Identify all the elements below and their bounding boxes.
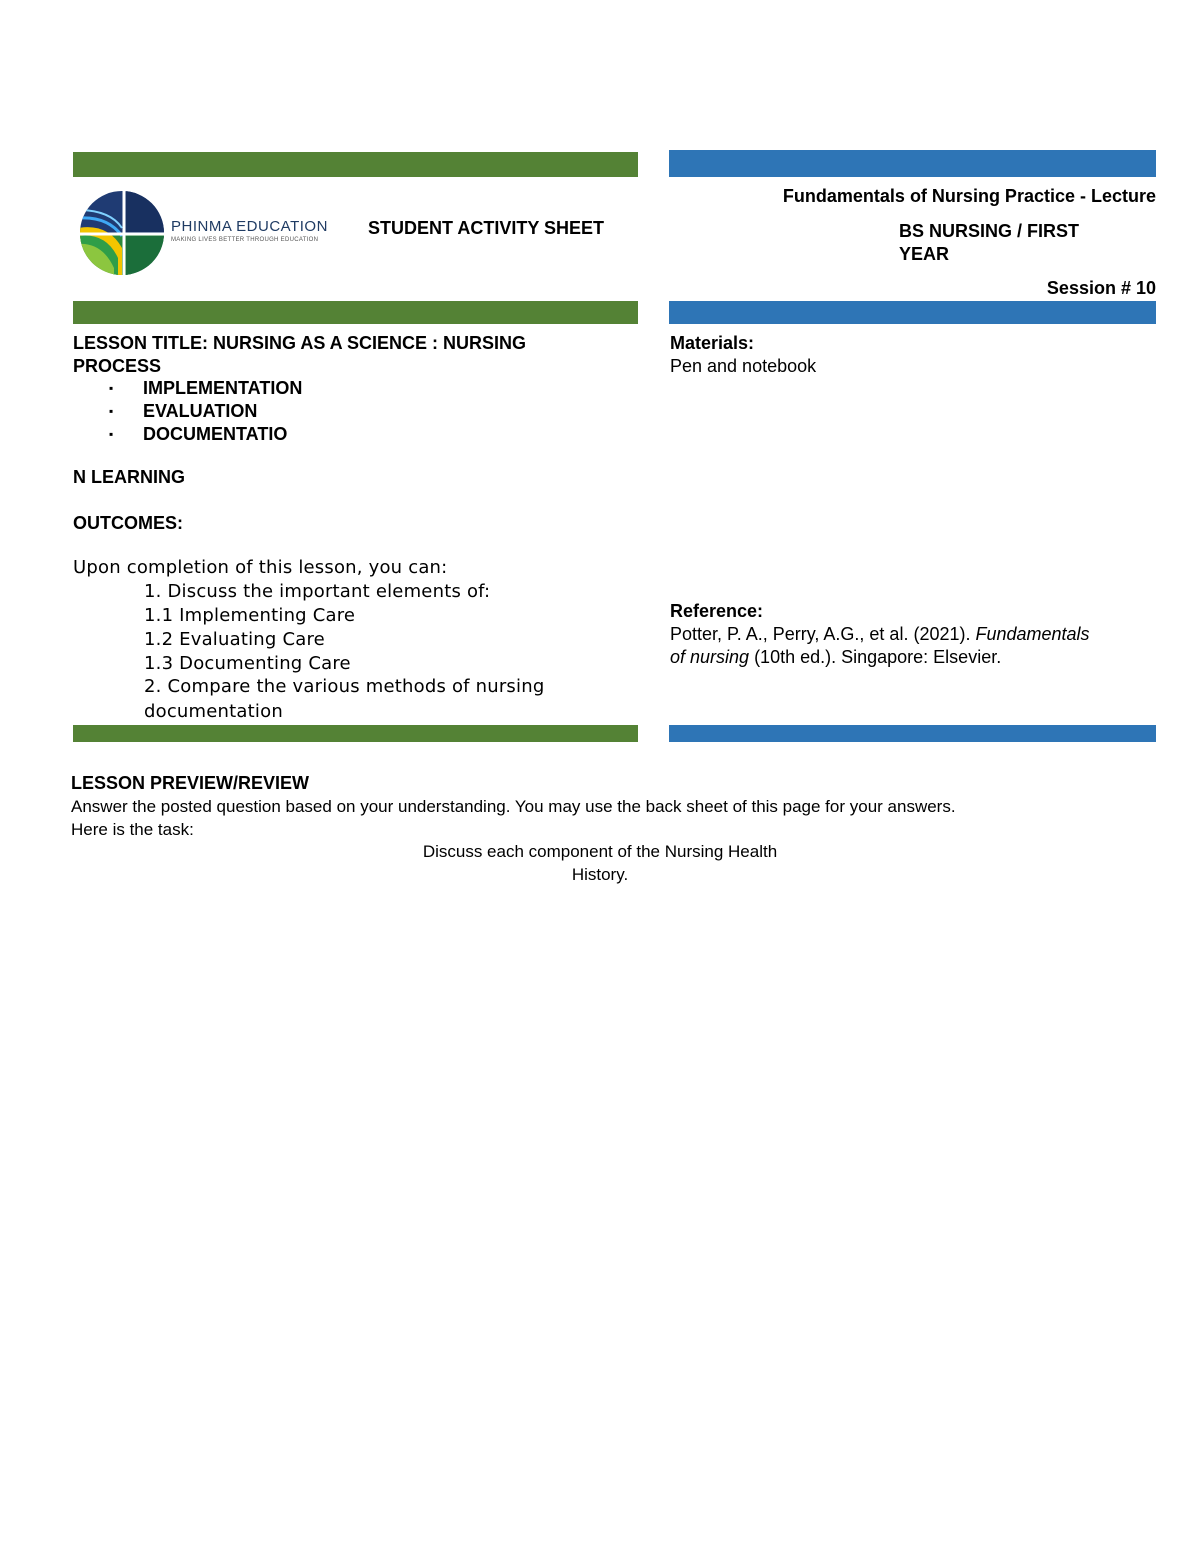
topic-list — [73, 377, 573, 446]
materials-label: Materials: — [670, 333, 755, 353]
topic-item: ▪ DOCUMENTATIO — [73, 423, 573, 446]
reference-label: Reference: — [670, 601, 764, 621]
session-number: Session # 10 — [1046, 278, 1156, 298]
header-bar-green-top — [73, 152, 638, 177]
learning-label: N LEARNING — [73, 467, 185, 487]
reference-line-1 — [670, 623, 1150, 646]
reference-rest: (10th ed.). Singapore: Elsevier. — [749, 647, 1002, 667]
preview-instruction-line-1: Answer the posted question based on your understanding. You may use the back sheet of this page for your answers. — [71, 797, 956, 816]
phinma-logo — [78, 188, 328, 278]
reference-title-2: of nursing — [670, 647, 750, 667]
materials-value: Pen and notebook — [670, 356, 817, 376]
section-bar-blue-bottom — [669, 725, 1156, 742]
header-bar-blue-top — [669, 150, 1156, 177]
lesson-title-line-1: LESSON TITLE: NURSING AS A SCIENCE : NURSING — [73, 333, 527, 353]
section-bar-green-bottom — [73, 725, 638, 742]
program-line-1: BS NURSING / FIRST — [899, 221, 1080, 241]
outcome-item: 1. Discuss the important elements of: — [144, 581, 491, 602]
topic-item: ▪ EVALUATION — [73, 400, 573, 423]
outcomes-intro: Upon completion of this lesson, you can: — [73, 557, 448, 578]
reference-title-1: Fundamentals — [975, 624, 1090, 644]
reference-line-2 — [670, 646, 1150, 669]
outcome-item: 1.2 Evaluating Care — [144, 629, 325, 650]
outcomes-label: OUTCOMES: — [73, 513, 183, 533]
reference-authors: Potter, P. A., Perry, A.G., et al. (2021). — [670, 624, 976, 644]
program-line-2: YEAR — [899, 244, 950, 264]
preview-heading: LESSON PREVIEW/REVIEW — [71, 773, 310, 793]
outcome-item: 1.1 Implementing Care — [144, 605, 356, 626]
course-title: Fundamentals of Nursing Practice - Lecture — [782, 186, 1156, 206]
lesson-title-line-2: PROCESS — [73, 356, 162, 376]
logo-name: PHINMA EDUCATION — [171, 218, 328, 235]
sheet-title: STUDENT ACTIVITY SHEET — [368, 218, 605, 238]
section-bar-green-mid — [73, 301, 638, 324]
phinma-logo-icon — [78, 188, 168, 278]
section-bar-blue-mid — [669, 301, 1156, 324]
reference-citation — [670, 623, 1150, 669]
outcome-item: 1.3 Documenting Care — [144, 653, 351, 674]
logo-tagline: MAKING LIVES BETTER THROUGH EDUCATION — [171, 237, 319, 243]
preview-instruction-line-2: Here is the task: — [71, 820, 194, 839]
task-line-2: History. — [571, 865, 629, 884]
task-line-1: Discuss each component of the Nursing Health — [422, 842, 778, 861]
topic-item: ▪ IMPLEMENTATION — [73, 377, 573, 400]
outcome-item: documentation — [144, 701, 283, 722]
outcome-item: 2. Compare the various methods of nursing — [144, 676, 545, 697]
